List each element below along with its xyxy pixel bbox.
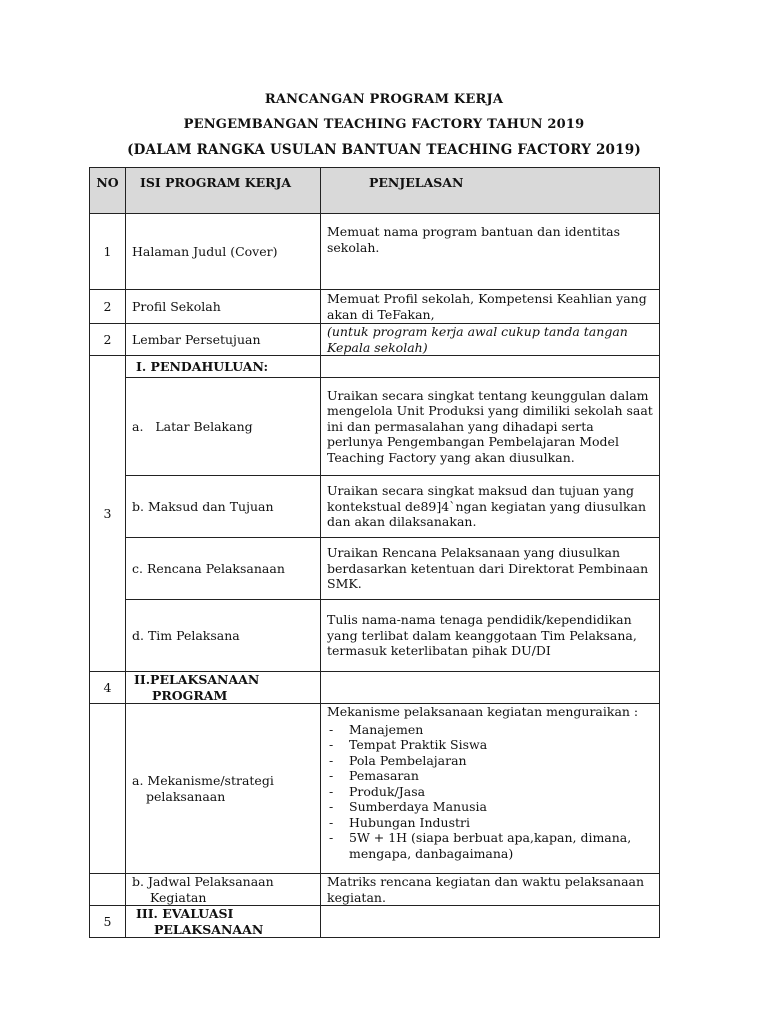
mechanism-list [327, 722, 653, 862]
row-item: a. Latar Belakang [126, 378, 321, 476]
table-row [90, 874, 660, 906]
row-item-line2: pelaksanaan [146, 788, 226, 804]
row-item-line2: Kegiatan [150, 889, 207, 905]
header-isi: ISI PROGRAM KERJA [126, 168, 321, 214]
document-subtitle: PENGEMBANGAN TEACHING FACTORY TAHUN 2019 [183, 117, 585, 132]
section-title-line1: II.PELAKSANAAN [134, 672, 260, 687]
list-item: - Produk/Jasa [327, 784, 653, 800]
table-row [90, 476, 660, 538]
mechanism-intro: Mekanisme pelaksanaan kegiatan menguraikan : [327, 704, 639, 719]
row-description: Uraikan Rencana Pelaksanaan yang diusulkan berdasarkan ketentuan dari Direktorat Pembinaan SMK. [321, 538, 660, 600]
row-description [321, 356, 660, 378]
row-number [90, 704, 126, 874]
row-description: (untuk program kerja awal cukup tanda tangan Kepala sekolah) [321, 324, 660, 356]
list-item: - 5W + 1H (siapa berbuat apa,kapan, dimana, mengapa, danbagaimana) [327, 830, 653, 861]
header-no: NO [90, 168, 126, 214]
table-row [90, 214, 660, 290]
section-title: I. PENDAHULUAN: [126, 356, 321, 378]
row-description: Matriks rencana kegiatan dan waktu pelaksanaan kegiatan. [321, 874, 660, 906]
table-row [90, 538, 660, 600]
row-description: Uraikan secara singkat tentang keunggulan dalam mengelola Unit Produksi yang dimiliki sekolah saat ini dan permasalahan yang dihadapi serta perlunya Pengembangan Pembelajaran Model Teaching Factory yang akan diusulkan. [321, 378, 660, 476]
row-item [126, 874, 321, 906]
row-item: Halaman Judul (Cover) [126, 214, 321, 290]
table-row [90, 600, 660, 672]
header-penjelasan: PENJELASAN [321, 168, 660, 214]
row-item: c. Rencana Pelaksanaan [126, 538, 321, 600]
row-description [321, 704, 660, 874]
table-row [90, 378, 660, 476]
table-row [90, 290, 660, 324]
row-item: d. Tim Pelaksana [126, 600, 321, 672]
list-item: - Pola Pembelajaran [327, 753, 653, 769]
row-description: Memuat Profil sekolah, Kompetensi Keahlian yang akan di TeFakan, [321, 290, 660, 324]
row-description: Tulis nama-nama tenaga pendidik/kependidikan yang terlibat dalam keanggotaan Tim Pelaksana, termasuk keterlibatan pihak DU/DI [321, 600, 660, 672]
section-row [90, 672, 660, 704]
list-item: - Hubungan Industri [327, 815, 653, 831]
list-item: - Manajemen [327, 722, 653, 738]
row-description: Uraikan secara singkat maksud dan tujuan yang kontekstual de89]4`ngan kegiatan yang diusulkan dan akan dilaksanakan. [321, 476, 660, 538]
program-table [89, 167, 660, 938]
row-number: 2 [90, 324, 126, 356]
row-item: Lembar Persetujuan [126, 324, 321, 356]
row-number: 3 [90, 356, 126, 672]
section-title [126, 672, 321, 704]
list-item: - Sumberdaya Manusia [327, 799, 653, 815]
row-number: 5 [90, 906, 126, 938]
list-item: - Pemasaran [327, 768, 653, 784]
section-row [90, 906, 660, 938]
list-item: - Tempat Praktik Siswa [327, 737, 653, 753]
row-item [126, 704, 321, 874]
section-row [90, 356, 660, 378]
row-description: Memuat nama program bantuan dan identitas sekolah. [321, 214, 660, 290]
section-title-line2: PROGRAM [152, 687, 228, 703]
row-item: Profil Sekolah [126, 290, 321, 324]
document-subtitle-context: (DALAM RANGKA USULAN BANTUAN TEACHING FACTORY 2019) [127, 142, 641, 158]
table-header-row [90, 168, 660, 214]
section-title-line1: III. EVALUASI [136, 906, 234, 921]
row-number [90, 874, 126, 906]
table-row [90, 704, 660, 874]
section-title [126, 906, 321, 938]
row-item-line1: a. Mekanisme/strategi [132, 773, 274, 788]
row-item: b. Maksud dan Tujuan [126, 476, 321, 538]
row-item-line1: b. Jadwal Pelaksanaan [132, 874, 274, 889]
section-title-line2: PELAKSANAAN [154, 921, 264, 937]
row-number: 1 [90, 214, 126, 290]
table-row [90, 324, 660, 356]
document-title: RANCANGAN PROGRAM KERJA [264, 92, 504, 107]
row-description [321, 672, 660, 704]
row-description [321, 906, 660, 938]
row-number: 4 [90, 672, 126, 704]
row-number: 2 [90, 290, 126, 324]
